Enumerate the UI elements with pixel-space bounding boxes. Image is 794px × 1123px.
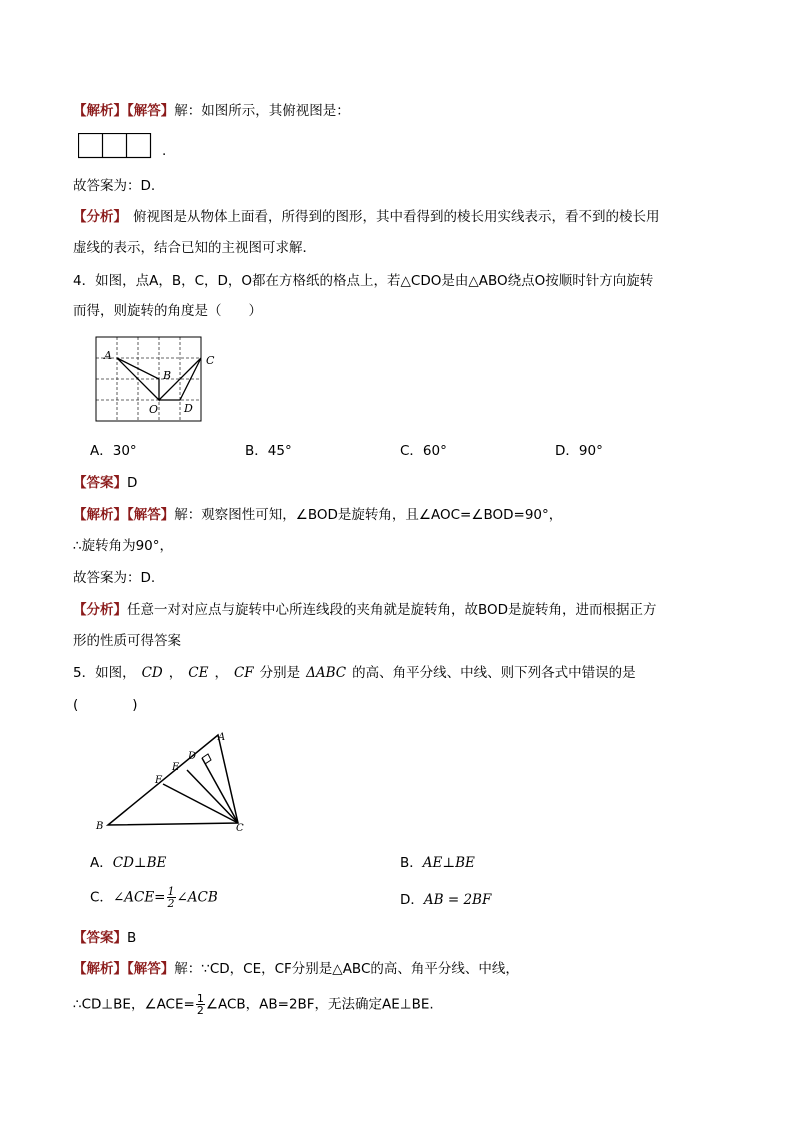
q4-answer (73, 473, 137, 493)
q5-label-E: E (172, 762, 180, 773)
q5-cf: CF (233, 665, 254, 681)
top-view-period: . (162, 143, 167, 159)
q5-option-c-label: C． (90, 889, 113, 906)
sol3-text: 解：如图所示，其俯视图是： (174, 103, 350, 119)
q5-answer (73, 928, 136, 948)
sol3-answer: 故答案为：D. (73, 178, 156, 194)
q4-label-O: O (149, 403, 159, 416)
q5-option-a-label: A． (90, 855, 113, 871)
q5-label-F: F (155, 775, 162, 786)
tag-jiexi: 【解析】 (73, 103, 127, 119)
q5-option-b (400, 853, 475, 873)
q5-option-c-num: 1 (167, 885, 175, 898)
q5-stem (73, 663, 636, 683)
q4-label-D: D (184, 402, 193, 415)
q4-option-a: A．30° (90, 443, 137, 459)
q4-option-b: B．45° (245, 443, 292, 459)
q5-stem-mid: 分别是 (259, 665, 301, 681)
q4-stem2: 而得，则旋转的角度是（ ） (73, 303, 262, 319)
q4-label-A: A (104, 349, 112, 362)
q4-option-c: C．60° (400, 443, 447, 459)
q4-label-B: B (163, 369, 172, 382)
q5-label-B: B (96, 821, 104, 832)
tag-jiexi-q5: 【解析】 (73, 961, 127, 977)
q5-option-c (90, 886, 218, 909)
q4-sol2: ∴旋转角为90°， (73, 538, 174, 554)
q5-sol2-fraction (196, 993, 205, 1016)
q5-option-c-den: 2 (167, 897, 175, 910)
q4-answer-value: D (127, 475, 138, 491)
sol3-analysis1-text: 俯视图是从物体上面看，所得到的图形，其中看得到的棱长用实线表示，看不到的棱长用 (133, 209, 660, 225)
q4-option-d: D．90° (555, 443, 603, 459)
q5-abc: ΔABC (306, 665, 347, 681)
sol3-analysis1 (73, 207, 660, 227)
tag-jiexi-q4: 【解析】 (73, 507, 127, 523)
q5-option-d-label: D． (400, 892, 424, 908)
q5-sol2 (73, 993, 434, 1016)
q5-sol1 (73, 959, 519, 979)
q4-figure (88, 332, 218, 430)
q5-sol2-den: 2 (196, 1004, 204, 1017)
q5-bracket: ( ) (73, 697, 138, 713)
q5-sol2-left: ∴CD⊥BE，∠ACE= (73, 996, 195, 1013)
q5-sol2-num: 1 (196, 992, 204, 1005)
tag-jieda: 【解答】 (127, 103, 175, 119)
q5-cd: CD (141, 665, 163, 681)
q5-stem-prefix: 5．如图， (73, 665, 136, 681)
q5-comma-1: ， (168, 665, 183, 681)
q5-option-d (400, 890, 491, 910)
q5-ce: CE (188, 665, 209, 681)
tag-fenxi: 【分析】 (73, 209, 127, 225)
q5-option-d-math: AB = 2BF (423, 892, 492, 908)
q5-option-b-label: B． (400, 855, 423, 871)
q5-comma-2: ， (214, 665, 228, 681)
tag-daan: 【答案】 (73, 475, 127, 491)
q5-option-c-left: ∠ACE= (112, 889, 166, 906)
tag-daan-q5: 【答案】 (73, 930, 127, 946)
tag-jieda-q4: 【解答】 (127, 507, 175, 523)
q4-sol1-text: 解：观察图性可知，∠BOD是旋转角，且∠AOC=∠BOD=90°， (174, 507, 563, 523)
q5-sol2-right: ∠ACB，AB=2BF，无法确定AE⊥BE. (205, 996, 434, 1013)
q4-analysis1 (73, 600, 657, 620)
q5-option-a (90, 853, 166, 873)
q4-grid-figure (88, 332, 218, 426)
q5-answer-value: B (127, 930, 137, 946)
q5-stem-suffix: 的高、角平分线、中线、则下列各式中错误的是 (352, 665, 636, 681)
q4-stem1: 4．如图，点A，B，C，D，O都在方格纸的格点上，若△CDO是由△ABO绕点O按顺时针方向旋转 (73, 273, 654, 289)
tag-fenxi-q4: 【分析】 (73, 602, 127, 618)
q5-option-a-math: CD⊥BE (112, 855, 167, 871)
q5-label-A: A (218, 732, 226, 743)
q4-analysis1-text: 任意一对对应点与旋转中心所连线段的夹角就是旋转角，故BOD是旋转角，进而根据正方 (127, 602, 657, 618)
q4-sol1 (73, 505, 562, 525)
q5-option-c-fraction (167, 886, 176, 909)
q4-sol3: 故答案为：D. (73, 570, 156, 586)
tag-jieda-q5: 【解答】 (127, 961, 175, 977)
q5-option-c-right: ∠ACB (176, 889, 218, 906)
q5-figure (90, 725, 260, 839)
q5-sol1-text: 解：∵CD，CE，CF分别是△ABC的高、角平分线、中线， (174, 961, 519, 977)
q5-option-b-math: AE⊥BE (422, 855, 475, 871)
q4-analysis2: 形的性质可得答案 (73, 633, 181, 649)
q5-triangle-figure (90, 725, 260, 835)
sol3-analysis2: 虚线的表示，结合已知的主视图可求解． (73, 240, 316, 256)
q5-label-D: D (188, 751, 197, 762)
q4-label-C: C (206, 354, 215, 367)
q5-label-C: C (236, 823, 244, 834)
sol3-line1 (73, 101, 350, 121)
